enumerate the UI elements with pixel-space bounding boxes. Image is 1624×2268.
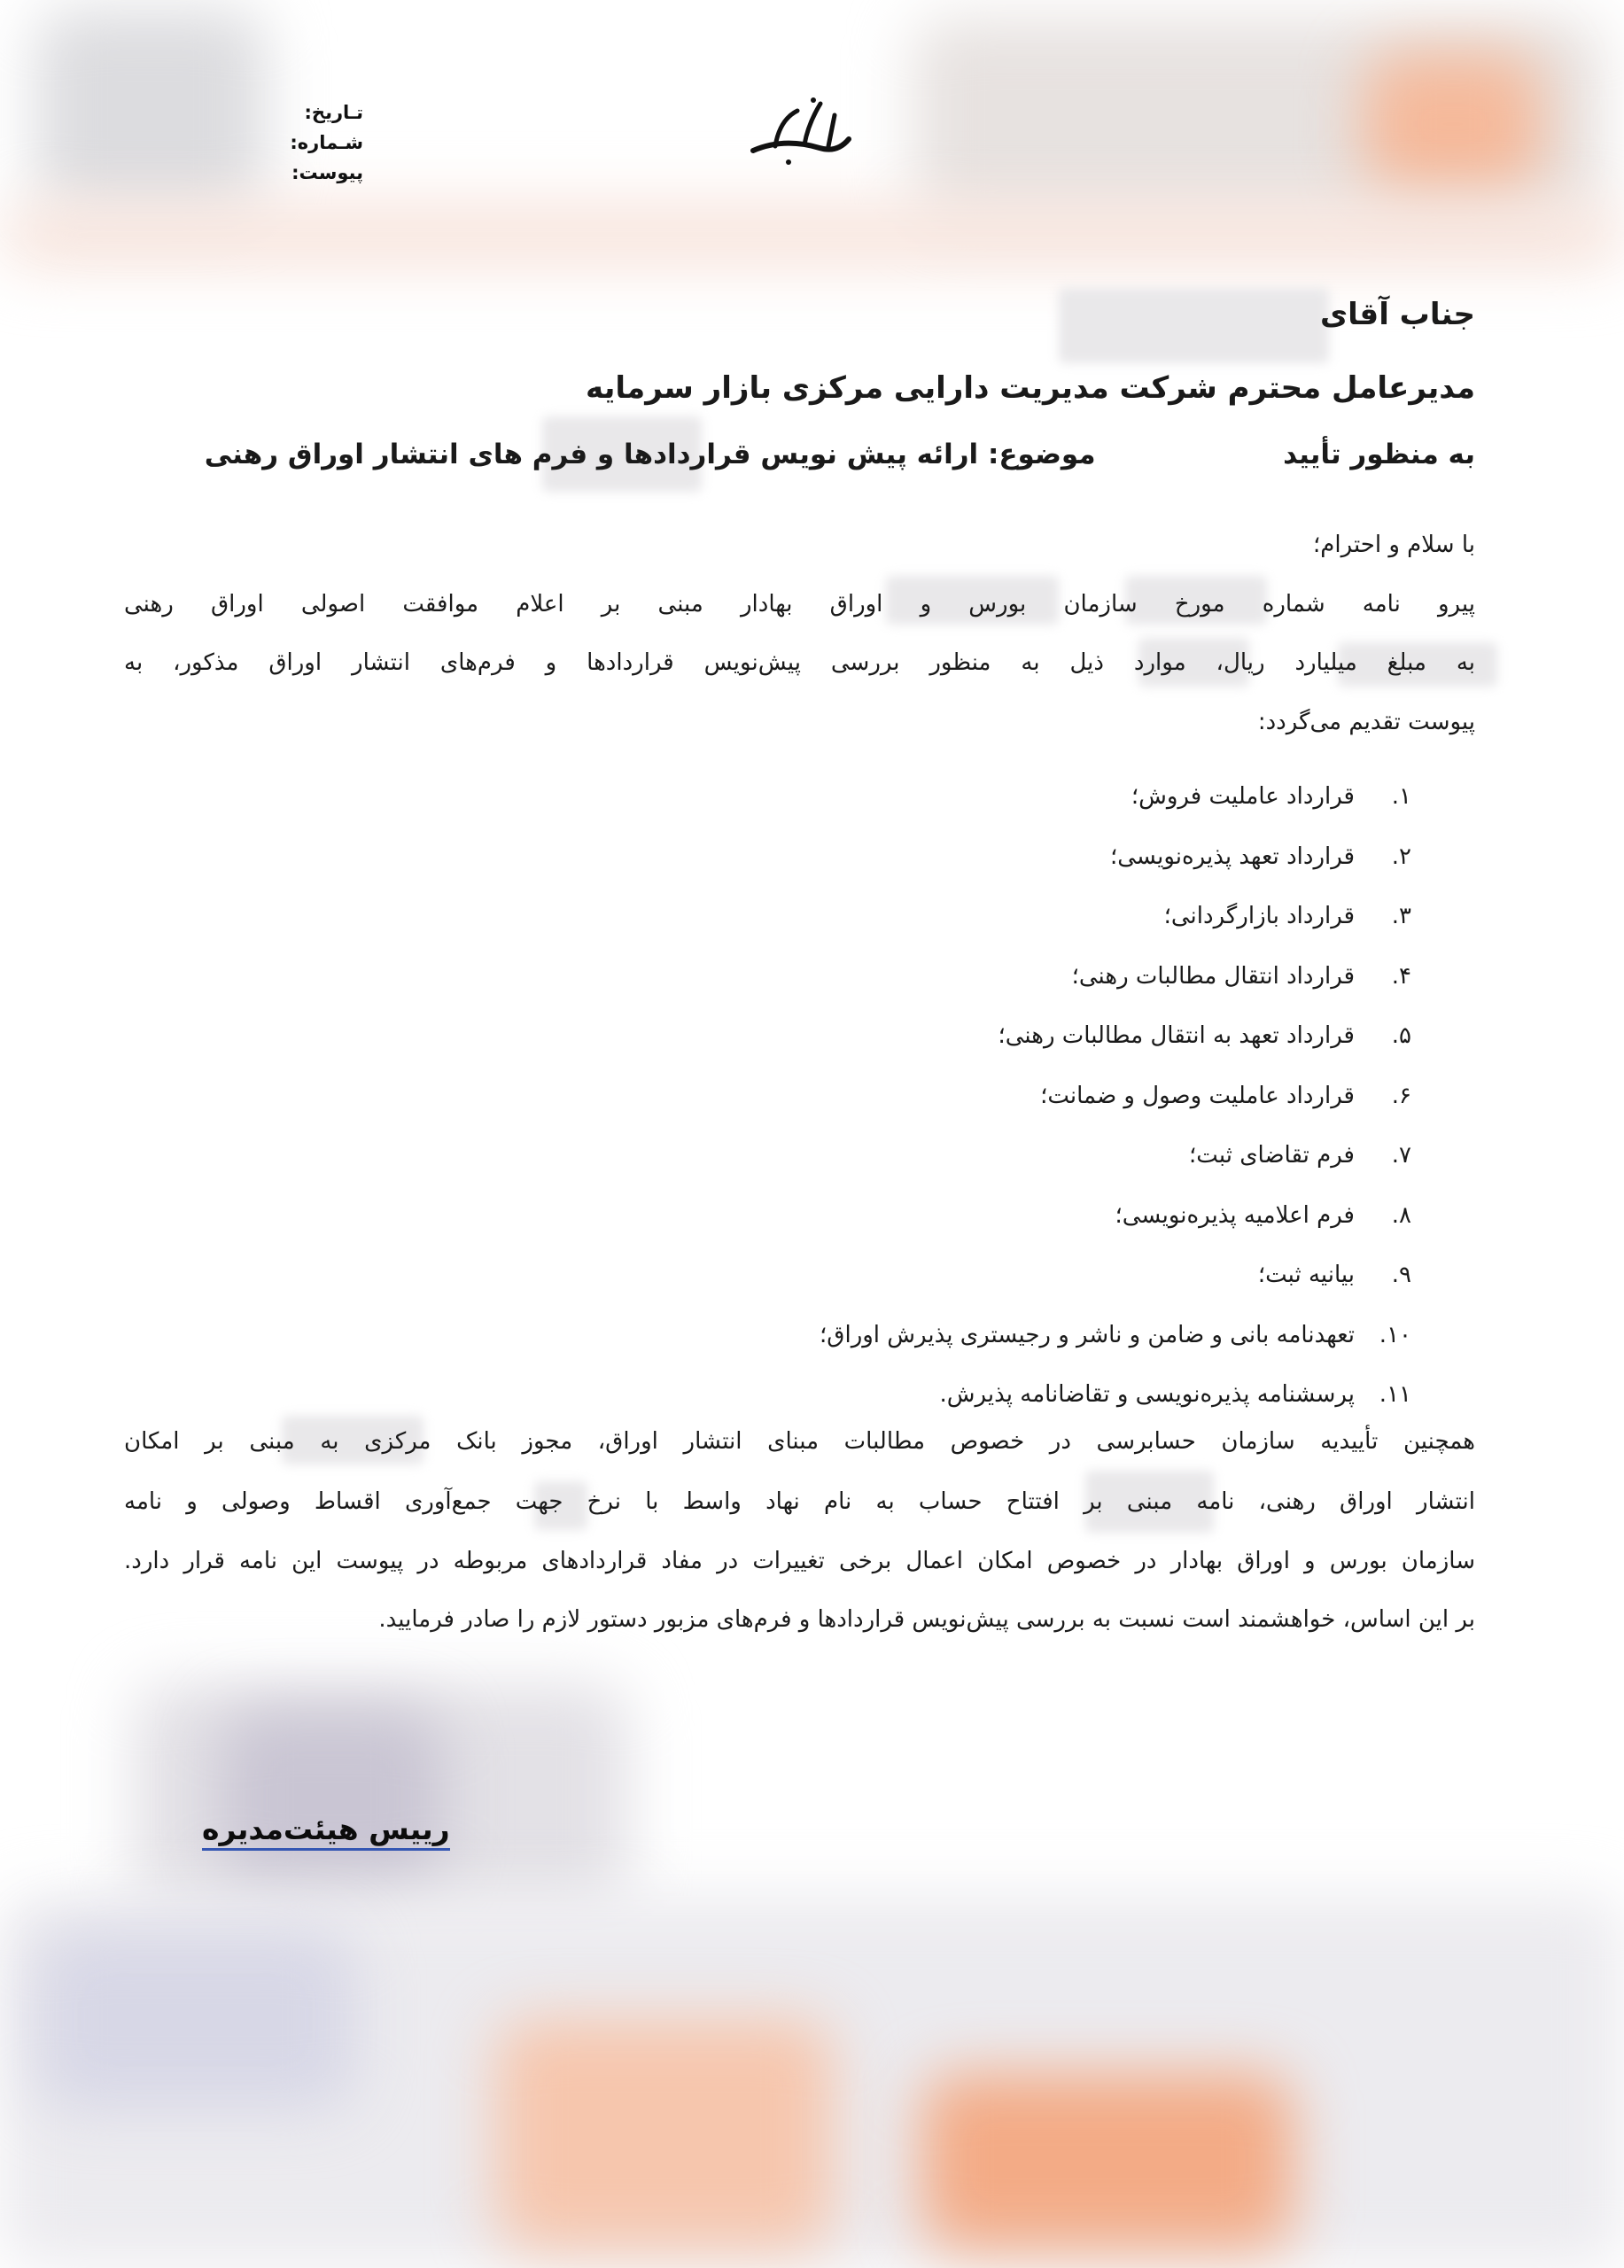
attachments-list [820, 767, 1411, 1425]
signature-title: رییس هیئت‌مدیره [202, 1812, 450, 1851]
date-label: تـاریخ: [304, 102, 363, 123]
list-item: ۲.قرارداد تعهد پذیره‌نویسی؛ [1110, 843, 1411, 870]
list-item: ۴.قرارداد انتقال مطالبات رهنی؛ [1071, 962, 1411, 990]
subject-part-1: موضوع: ارائه پیش نویس قراردادها و فرم های انتشار اوراق رهنی [204, 439, 1096, 470]
list-item: ۵.قرارداد تعهد به انتقال مطالبات رهنی؛ [998, 1022, 1411, 1049]
blurred-footer-blue [35, 1931, 354, 2109]
blurred-footer-orange-left [496, 2020, 833, 2250]
para1-line1: پیرو نامه شماره مورخ سازمان بورس و اوراق بهادار مبنی بر اعلام موافقت اصولی اوراق رهنی [124, 591, 1475, 617]
para2-line3: سازمان بورس و اوراق بهادار در خصوص امکان اعمال برخی تغییرات در مفاد قراردادهای مربوطه در پیوست این نامه قرار دارد. [124, 1548, 1475, 1574]
header-labels [266, 97, 363, 188]
para3: بر این اساس، خواهشمند است نسبت به بررسی پیش‌نویس قراردادها و فرم‌های مزبور دستور لازم را صادر فرمایید. [378, 1606, 1475, 1633]
subject-part-2: به منظور تأیید [1283, 439, 1475, 470]
blurred-top-band [0, 204, 1624, 266]
calligraphy-logo-icon [735, 84, 859, 173]
blurred-seal [221, 1710, 443, 1887]
blurred-header-left [35, 9, 266, 213]
para1-line3: پیوست تقدیم می‌گردد: [1257, 709, 1475, 735]
redacted-name [1059, 288, 1329, 363]
salutation-title: جناب آقای [1320, 297, 1475, 332]
list-item: ۱۱.پرسشنامه پذیره‌نویسی و تقاضانامه پذیرش. [939, 1381, 1411, 1408]
para1-line2: به مبلغ میلیارد ریال، موارد ذیل به منظور بررسی پیش‌نویس قراردادها و فرم‌های انتشار اوراق مذکور، به [124, 649, 1475, 676]
list-item: ۹.بیانیه ثبت؛ [1257, 1262, 1411, 1288]
number-label: شـماره: [290, 132, 363, 153]
attachment-label: پیوست: [291, 162, 363, 183]
list-item: ۷.فرم تقاضای ثبت؛ [1189, 1142, 1411, 1169]
greeting: با سلام و احترام؛ [1313, 532, 1475, 558]
para2-line2: انتشار اوراق رهنی، نامه مبنی بر افتتاح حساب به نام نهاد واسط با نرخ جهت جمع‌آوری اقساط وصولی و نامه [124, 1488, 1475, 1515]
subject-line [205, 439, 1475, 470]
list-item: ۳.قرارداد بازارگردانی؛ [1163, 903, 1411, 929]
addressee-line: مدیرعامل محترم شرکت مدیریت دارایی مرکزی بازار سرمایه [586, 370, 1475, 406]
blurred-footer-orange-right [921, 2073, 1294, 2250]
para2-line1: همچنین تأییدیه سازمان حسابرسی در خصوص مطالبات مبنای انتشار اوراق، مجوز بانک مرکزی به مبنی بر امکان [124, 1428, 1475, 1455]
list-item: ۱.قرارداد عاملیت فروش؛ [1131, 783, 1411, 810]
list-item: ۸.فرم اعلامیه پذیره‌نویسی؛ [1115, 1201, 1411, 1229]
blurred-orange-top [1364, 53, 1542, 195]
list-item: ۱۰.تعهدنامه بانی و ضامن و ناشر و رجیستری پذیرش اوراق؛ [820, 1321, 1411, 1348]
list-item: ۶.قرارداد عاملیت وصول و ضمانت؛ [1040, 1082, 1411, 1109]
